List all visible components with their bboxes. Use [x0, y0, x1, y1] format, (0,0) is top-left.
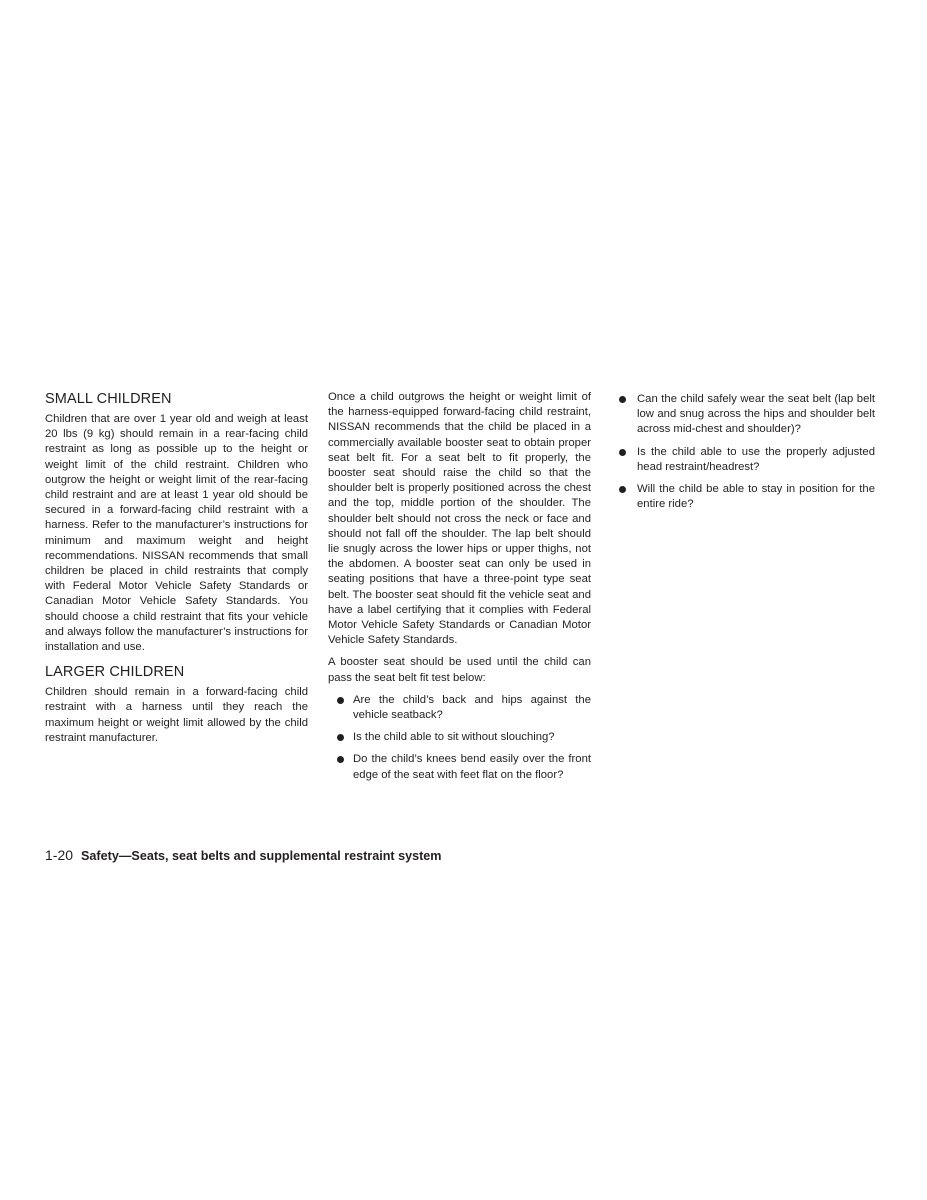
paragraph-larger-children: Children should remain in a forward-facing child restraint with a harness until they reach the maximum height or weight limit allowed by the child restraint manufacturer. [45, 686, 308, 744]
bullet-icon [337, 734, 344, 741]
page-number: 1-20 [45, 847, 74, 863]
section-title: Safety—Seats, seat belts and supplemental restraint system [81, 849, 442, 863]
paragraph-small-children: Children that are over 1 year old and weigh at least 20 lbs (9 kg) should remain in a rear-facing child restraint as long as possible up to the height or weight limit of the child restraint. Children who outgrow the height or weight limit of the rear-facing child restraint and are at least 1 year old should be secured in a forward-facing child restraint with a harness. Refer to the manufacturer’s instructions for minimum and maximum weight and height recommendations. NISSAN recommends that small children be placed in child restraints that comply with Federal Motor Vehicle Safety Standards or Canadian Motor Vehicle Safety Standards. You should choose a child restraint that fits your vehicle and always follow the manufacturer’s instructions for installation and use. [45, 413, 308, 654]
fit-test-list-continued [612, 392, 875, 512]
paragraph-booster-seat: Once a child outgrows the height or weight limit of the harness-equipped forward-facing child restraint, NISSAN recommends that the child be placed in a commercially available booster seat to obtain proper seat belt fit. For a seat belt to fit properly, the booster seat should raise the child so that the shoulder belt is properly positioned across the chest and the top, middle portion of the shoulder. The shoulder belt should not cross the neck or face and should not fall off the shoulder. The lap belt should lie snugly across the lower hips or upper thighs, not the abdomen. A booster seat can only be used in seating positions that have a three-point type seat belt. The booster seat should fit the vehicle seat and have a label certifying that it complies with Federal Motor Vehicle Safety Standards or Canadian Motor Vehicle Safety Standards. [328, 391, 591, 647]
list-item [612, 445, 875, 475]
list-item-text: Do the child’s knees bend easily over the front edge of the seat with feet flat on the floor? [353, 753, 591, 781]
page-footer [45, 846, 442, 865]
list-item [328, 752, 591, 782]
middle-column [328, 390, 591, 790]
list-item [612, 482, 875, 512]
fit-test-list [328, 693, 591, 783]
bullet-icon [337, 756, 344, 763]
right-column [612, 392, 875, 519]
bullet-icon [619, 486, 626, 493]
list-item-text: Is the child able to use the properly adjusted head restraint/headrest? [637, 445, 875, 473]
list-item [328, 730, 591, 745]
heading-small-children: SMALL CHILDREN [45, 391, 172, 407]
list-item-text: Are the child’s back and hips against the vehicle seatback? [353, 693, 591, 722]
bullet-icon [337, 697, 344, 704]
list-item [612, 392, 875, 438]
list-item-text: Is the child able to sit without slouching? [353, 731, 555, 744]
heading-larger-children: LARGER CHILDREN [45, 664, 185, 681]
bullet-icon [619, 396, 626, 403]
paragraph-fit-test: A booster seat should be used until the child can pass the seat belt fit test below: [328, 656, 591, 684]
list-item-text: Can the child safely wear the seat belt (lap belt low and snug across the hips and shoulder belt across mid-chest and shoulder)? [637, 393, 875, 436]
left-column [45, 390, 308, 753]
list-item [328, 693, 591, 723]
list-item-text: Will the child be able to stay in position for the entire ride? [637, 483, 875, 511]
bullet-icon [619, 449, 626, 456]
